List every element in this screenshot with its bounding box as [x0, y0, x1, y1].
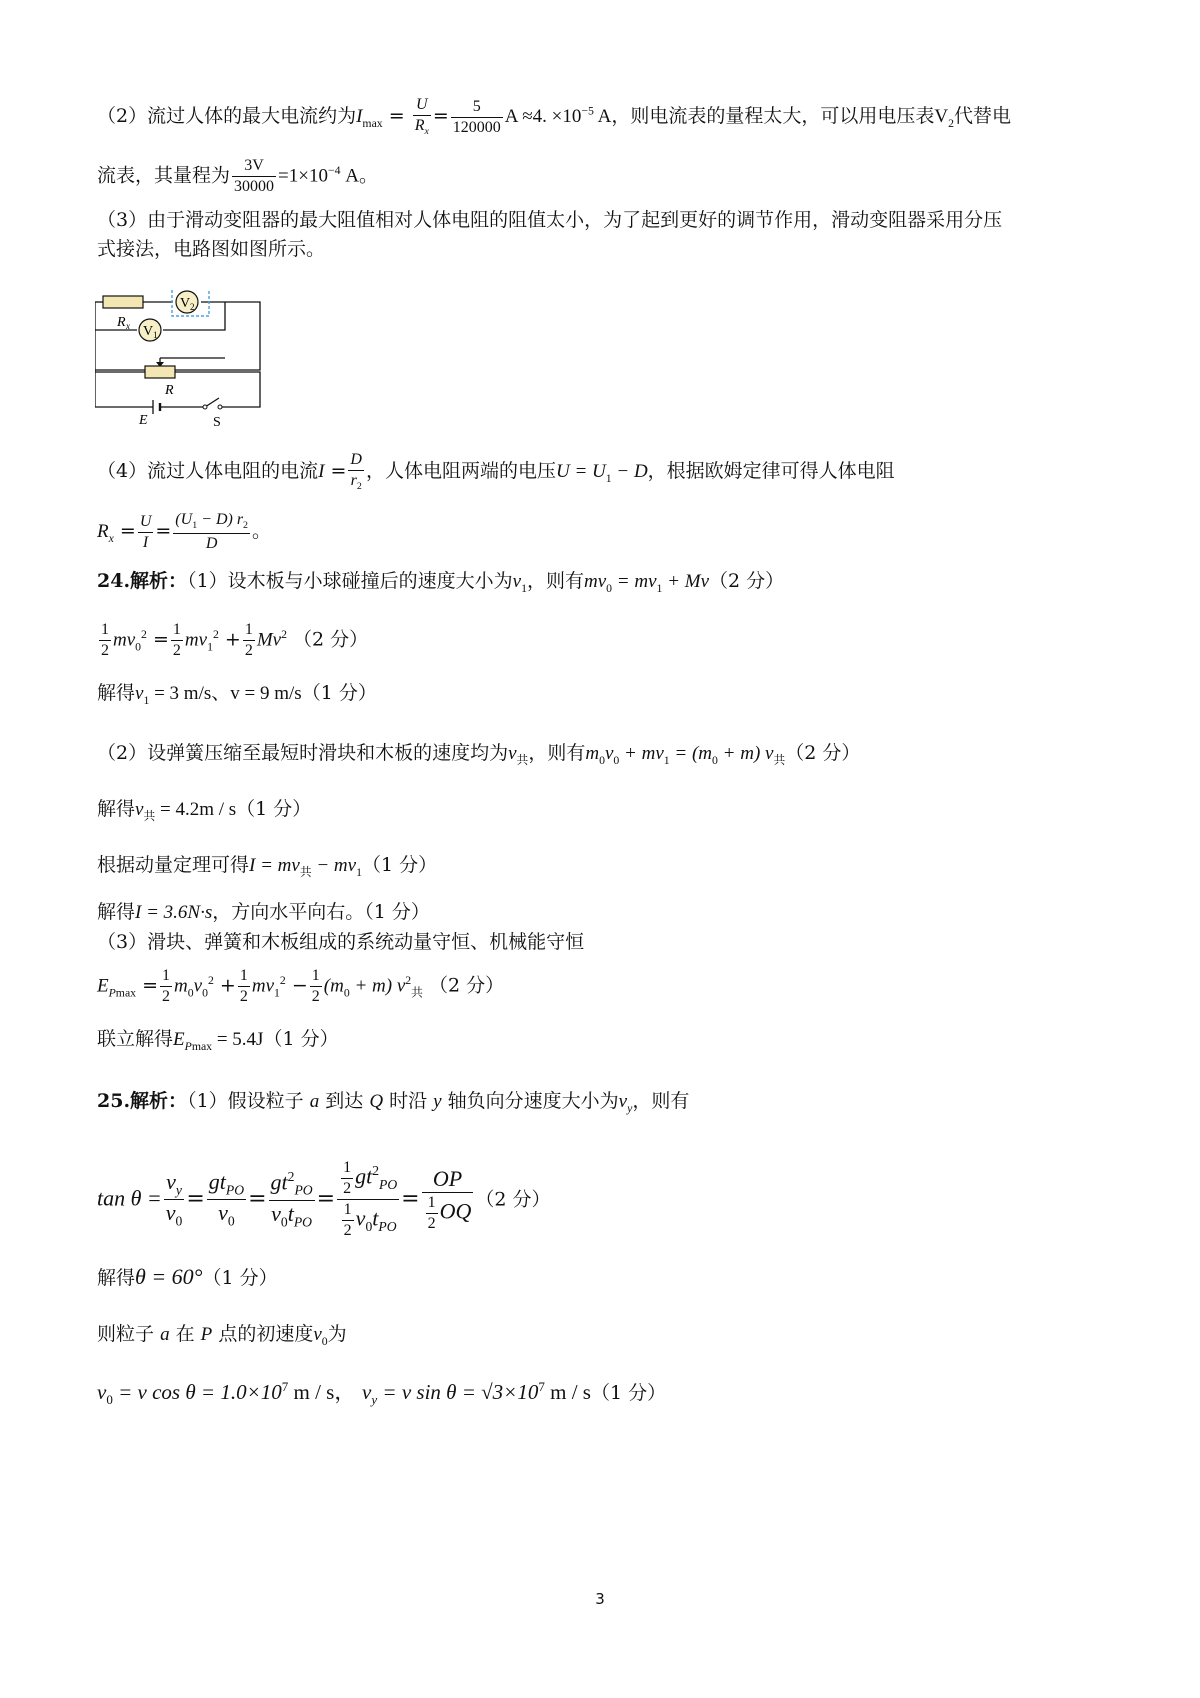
- rx-label: R: [117, 315, 126, 330]
- q24-result3: 解得I = 3.6N·s，方向水平向右。（1 分）: [97, 901, 430, 923]
- q24-energy-eq: $\frac{1}{2}$ $mv_0^2$ = $\frac{1}{2}$ $mv_1^2$ + $\frac{1}{2}$ Mv$^2$ （2 分）: [101, 621, 369, 659]
- v2-label: V: [180, 296, 191, 311]
- q24-line2: （2）设弹簧压缩至最短时滑块和木板的速度均为$v_共$，则有$m_0v_0 + mv_1 = (m_0 + m)$ $v_共(2$ 分）: [97, 742, 861, 767]
- part4-line2: $R_x$ = $\frac{U}{I}$ = $\frac{(U_1 - D) r_2}{D}$ 。: [97, 511, 272, 553]
- q25-velocity-components: $v_0 = v$ $\cos \theta = 1.0\times 10^7$ m / s， $v_y = v$ $\sin \theta = √3\times 10^7$ m / s（1 分）: [97, 1379, 667, 1408]
- rheostat-r: [145, 366, 175, 378]
- q24-impulse: 根据动量定理可得$I = mv_共 - mv_1(1$ 分）: [97, 854, 438, 879]
- fraction-3V-over-30000: $\frac{3V}{30000}$: [234, 157, 275, 195]
- svg-text:2: 2: [190, 302, 195, 312]
- q25-init-velocity: 则粒子 a 在 P 点的初速度$v_0$为: [97, 1323, 347, 1348]
- r-label: R: [165, 383, 174, 398]
- e-label: E: [139, 413, 148, 428]
- resistor-rx: [103, 296, 143, 308]
- svg-text:1: 1: [153, 330, 158, 340]
- svg-text:x: x: [126, 321, 130, 331]
- part3-line1: （3）由于滑动变阻器的最大阻值相对人体电阻的阻值太小，为了起到更好的调节作用，滑动变阻器采用分压: [97, 209, 1003, 231]
- q24-result4: 联立解得$E_{Pmax} = 5.4J(1$ 分）: [97, 1028, 339, 1053]
- q24-result1: 解得$v_1 = 3$ m/s、v = 9 m/s（1 分）: [97, 682, 377, 707]
- q24-energy-max: $E_{Pmax}$ = $\frac{1}{2}$ $m_0v_0^2$ + $\frac{1}{2}$ $mv_1^2$ − $\frac{1}{2}$ $(m_0 + m)$ $v^2_共$ （2 分）: [97, 967, 505, 1005]
- q24-line1: 24.解析：（1）设木板与小球碰撞后的速度大小为$v_1$，则有$mv_0 = mv_1 + Mv(2$ 分）: [97, 570, 785, 595]
- q25-tan-eq: tan θ = $\frac{v_y}{v_0}$ = $\frac{gt_{PO}}{v_0}$ = $\frac{gt^2_{PO}}{v_0t_{PO}}$ = $\frac{1}{2}$ $gt^2_{PO}$ $\frac{1}{2}$ $v_0t_{PO}$ = OP $\frac{1}{2}$ OQ （2 分）: [97, 1159, 551, 1239]
- v1-label: V: [143, 324, 154, 339]
- part4-line1: （4）流过人体电阻的电流I = $\frac{D}{r_2}$ ，人体电阻两端的电压$U = U_1 - D$，根据欧姆定律可得人体电阻: [97, 451, 895, 493]
- fraction-5-over-120000: $\frac{5}{120000}$: [452, 97, 501, 136]
- fraction-U-over-Rx: $\frac{U}{R_x}$: [414, 96, 429, 138]
- q24-result2: 解得$v_共 = 4.2m / s(1$ 分）: [97, 798, 312, 823]
- fraction-D-over-r2: $\frac{D}{r_2}$: [350, 451, 362, 493]
- part3-line2: 式接法，电路图如图所示。: [97, 238, 326, 260]
- part2-line1: （2）流过人体的最大电流约为$I_{max}$ = $\frac{U}{R_x}$ = $\frac{5}{120000}$ A ≈4. $\times 10^{-5}$ A，则电流表的量程太大，可以用电压表$V_2$代替电: [97, 96, 1011, 138]
- q24-line3: （3）滑块、弹簧和木板组成的系统动量守恒、机械能守恒: [97, 931, 585, 953]
- s-label: S: [213, 415, 221, 430]
- circuit-diagram: [95, 290, 295, 450]
- page-number: 3: [595, 1590, 605, 1608]
- q25-theta: 解得θ = 60°（1 分）: [97, 1264, 278, 1289]
- part2-line2: 流表，其量程为 $\frac{3V}{30000}$ $=1\times 10^{-4}$ A。: [97, 157, 378, 195]
- q25-line1: 25.解析：（1）假设粒子 a 到达 Q 时沿 y 轴负向分速度大小为$v_y$，则有: [97, 1090, 690, 1115]
